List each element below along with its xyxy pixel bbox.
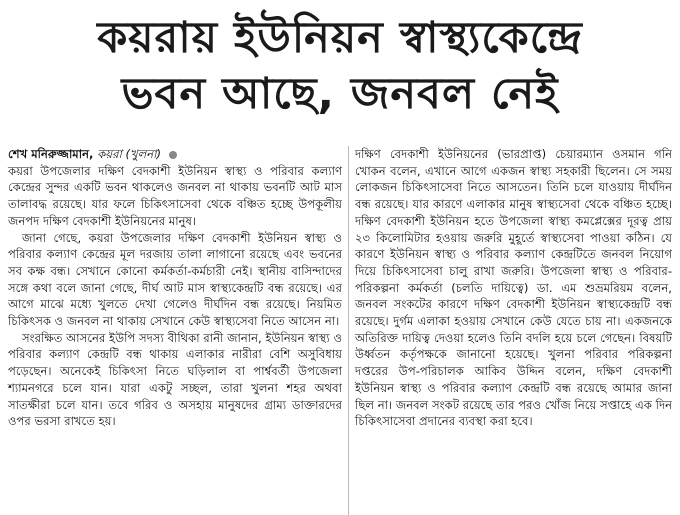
paragraph: জানা গেছে, কয়রা উপজেলার দক্ষিণ বেদকাশী ইউনিয়ন স্বাস্থ্য ও পরিবার কল্যাণ কেন্দ্রের মূল দরজায় তালা লাগানো রয়েছে এবং ভবনের সব কক্ষ বন্ধ। সেখানে কোনো কর্মকর্তা-কর্মচারী নেই। স্থানীয় বাসিন্দাদের সঙ্গে কথা বলে জানা গেছে, দীর্ঘ আট মাস স্বাস্থ্যকেন্দ্রটি বন্ধ রয়েছে। এর আগে মাঝে মধ্যে খুলতে দেখা গেলেও দীর্ঘদিন বন্ধ রয়েছে। নিয়মিত চিকিৎসক ও জনবল না থাকায় সেখানে কেউ স্বাস্থ্যসেবা নিতে আসেন না।: [8, 230, 342, 329]
byline: [8, 146, 342, 163]
paragraph: দক্ষিণ বেদকাশী ইউনিয়নের (ভারপ্রাপ্ত) চেয়ারম্যান ওসমান গনি খোকন বলেন, এখানে আগে একজন স্বাস্থ্য সহকারী ছিলেন। সে সময় লোকজন চিকিৎসাসেবা নিতে আসতেন। তিনি চলে যাওয়ায় দীর্ঘদিন বন্ধ রয়েছে। যার কারণে এলাকার মানুষ স্বাস্থ্যসেবা থেকে বঞ্চিত হচ্ছে। দক্ষিণ বেদকাশী ইউনিয়ন হতে উপজেলা স্বাস্থ্য কমপ্লেক্সের দূরত্ব প্রায় ২৩ কিলোমিটার হওয়ায় জরুরি মুহূর্তে স্বাস্থ্যসেবা পাওয়া কঠিন। যে কারণে ইউনিয়ন স্বাস্থ্য ও পরিবার কল্যাণ কেন্দ্রটিতে জনবল নিয়োগ দিয়ে চিকিৎসাসেবা চালু রাখা জরুরি। উপজেলা স্বাস্থ্য ও পরিবার-পরিকল্পনা কর্মকর্তা (চলতি দায়িত্বে) ডা. এম শুভ্রমরিয়ম বলেন, জনবল সংকটের কারণে দক্ষিণ বেদকাশী ইউনিয়ন স্বাস্থ্যকেন্দ্রটি বন্ধ রয়েছে। দুর্গম এলাকা হওয়ায় সেখানে কেউ যেতে চায় না। একজনকে অতিরিক্ত দায়িত্ব দেওয়া হলেও তিনি বদলি হয়ে চলে গেছেন। বিষয়টি উর্ধ্বতন কর্তৃপক্ষকে জানানো হয়েছে। খুলনা পরিবার পরিকল্পনা দপ্তরের উপ-পরিচালক আকিব উদ্দিন বলেন, দক্ষিণ বেদকাশী ইউনিয়ন স্বাস্থ্য ও পরিবার কল্যাণ কেন্দ্রটি বন্ধ রয়েছে আমার জানা ছিল না। জনবল সংকট রয়েছে তার পরও খোঁজ নিয়ে সপ্তাহে এক দিন চিকিৎসাসেবা প্রদানের ব্যবস্থা করা হবে।: [355, 147, 672, 429]
paragraph: কয়রা উপজেলার দক্ষিণ বেদকাশী ইউনিয়ন স্বাস্থ্য ও পরিবার কল্যাণ কেন্দ্রের সুন্দর একটি ভবন থাকলেও জনবল না থাকায় ভবনটি আট মাস তালাবদ্ধ রয়েছে। যার ফলে চিকিৎসাসেবা থেকে বঞ্চিত হচ্ছে উপকূলীয় জনপদ দক্ষিণ বেদকাশী ইউনিয়নের মানুষ।: [8, 163, 342, 228]
paragraph: সংরক্ষিত আসনের ইউপি সদস্য বীথিকা রানী জানান, ইউনিয়ন স্বাস্থ্য ও পরিবার কল্যাণ কেন্দ্রটি বন্ধ থাকায় এলাকার নারীরা বেশি অসুবিধায় পড়েছেন। অনেকেই চিকিৎসা নিতে ঘড়িলাল বা পার্শ্ববর্তী উপজেলা শ্যামনগরে চলে যান। যারা একটু সচ্ছল, তারা খুলনা শহর অথবা সাতক্ষীরা চলে যান। তবে গরিব ও অসহায় মানুষদের গ্রাম্য ডাক্তারদের ওপর ভরসা রাখতে হয়।: [8, 330, 342, 429]
headline-line-1: কয়রায় ইউনিয়ন স্বাস্থ্যকেন্দ্রে: [97, 13, 583, 63]
headline: [0, 12, 680, 120]
byline-location: কয়রা (খুলনা): [97, 147, 162, 161]
byline-author: শেখ মনিরুজ্জামান,: [8, 147, 94, 161]
headline-line-2: ভবন আছে, জনবল নেই: [121, 69, 559, 119]
article-column-left: [8, 146, 342, 515]
article-column-right: [355, 146, 672, 515]
bullet-dot-icon: [169, 151, 177, 159]
column-divider: [348, 146, 349, 515]
